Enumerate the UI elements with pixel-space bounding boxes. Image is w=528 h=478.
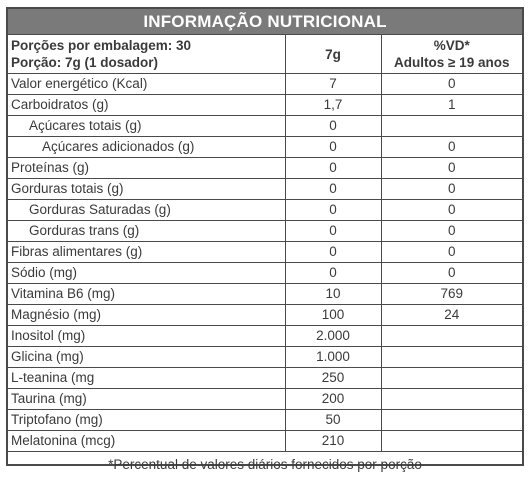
nutrient-row <box>8 158 522 179</box>
nutrient-label: Fibras alimentares (g) <box>8 242 285 263</box>
nutrient-vd: 24 <box>381 305 522 326</box>
nutrient-row <box>8 410 522 431</box>
nutrient-label: Gorduras trans (g) <box>8 221 285 242</box>
nutrient-amount: 0 <box>285 263 381 284</box>
nutrient-amount: 0 <box>285 200 381 221</box>
nutrient-row <box>8 95 522 116</box>
nutrient-row <box>8 242 522 263</box>
nutrient-label: Proteínas (g) <box>8 158 285 179</box>
nutrient-row <box>8 137 522 158</box>
nutrient-vd <box>381 431 522 452</box>
nutrient-label: Gorduras Saturadas (g) <box>8 200 285 221</box>
nutrient-label: Triptofano (mg) <box>8 410 285 431</box>
nutrient-vd: 0 <box>381 158 522 179</box>
vd-header-label: %VD* <box>433 38 470 53</box>
nutrient-vd <box>381 116 522 137</box>
nutrient-vd <box>381 368 522 389</box>
nutrient-vd <box>381 347 522 368</box>
nutrient-amount: 10 <box>285 284 381 305</box>
nutrient-row <box>8 368 522 389</box>
vd-column-header <box>381 35 522 74</box>
nutrient-amount: 2.000 <box>285 326 381 347</box>
nutrient-vd: 0 <box>381 179 522 200</box>
nutrient-label: Sódio (mg) <box>8 263 285 284</box>
nutrient-vd: 0 <box>381 137 522 158</box>
nutrient-amount: 0 <box>285 179 381 200</box>
nutrient-row <box>8 116 522 137</box>
nutrient-amount: 0 <box>285 221 381 242</box>
nutrient-row <box>8 305 522 326</box>
table-header-row <box>8 35 522 74</box>
nutrient-vd: 0 <box>381 221 522 242</box>
nutrient-label: Valor energético (Kcal) <box>8 74 285 95</box>
portion-size: Porção: 7g (1 dosador) <box>11 55 159 70</box>
nutrient-vd: 1 <box>381 95 522 116</box>
nutrient-vd: 769 <box>381 284 522 305</box>
nutrient-amount: 0 <box>285 137 381 158</box>
nutrient-vd: 0 <box>381 74 522 95</box>
nutrient-row <box>8 326 522 347</box>
nutrient-label: Açúcares adicionados (g) <box>8 137 285 158</box>
nutrient-vd: 0 <box>381 263 522 284</box>
nutrition-title: INFORMAÇÃO NUTRICIONAL <box>8 9 522 35</box>
nutrient-label: Inositol (mg) <box>8 326 285 347</box>
nutrition-facts-panel <box>6 7 524 472</box>
nutrient-row <box>8 284 522 305</box>
nutrient-amount: 210 <box>285 431 381 452</box>
nutrient-label: Carboidratos (g) <box>8 95 285 116</box>
footnote: *Percentual de valores diários fornecidos por porção <box>108 457 422 472</box>
nutrient-amount: 50 <box>285 410 381 431</box>
nutrient-row <box>8 200 522 221</box>
nutrient-vd <box>381 326 522 347</box>
nutrient-label: Magnésio (mg) <box>8 305 285 326</box>
nutrition-table <box>8 35 522 452</box>
nutrient-amount: 250 <box>285 368 381 389</box>
nutrient-amount: 100 <box>285 305 381 326</box>
nutrient-vd <box>381 410 522 431</box>
nutrient-label: L-teanina (mg <box>8 368 285 389</box>
nutrient-amount: 7 <box>285 74 381 95</box>
nutrient-row <box>8 179 522 200</box>
amount-column-header: 7g <box>285 35 381 74</box>
nutrient-amount: 200 <box>285 389 381 410</box>
nutrient-row <box>8 389 522 410</box>
nutrient-amount: 1.000 <box>285 347 381 368</box>
nutrient-row <box>8 221 522 242</box>
nutrient-row <box>8 431 522 452</box>
nutrient-label: Glicina (mg) <box>8 347 285 368</box>
nutrient-vd <box>381 389 522 410</box>
nutrient-label: Gorduras totais (g) <box>8 179 285 200</box>
nutrient-vd: 0 <box>381 200 522 221</box>
nutrient-amount: 0 <box>285 116 381 137</box>
nutrient-label: Taurina (mg) <box>8 389 285 410</box>
nutrient-amount: 1,7 <box>285 95 381 116</box>
nutrient-label: Açúcares totais (g) <box>8 116 285 137</box>
vd-header-audience: Adultos ≥ 19 anos <box>394 55 510 70</box>
nutrient-row <box>8 74 522 95</box>
nutrient-amount: 0 <box>285 242 381 263</box>
nutrient-row <box>8 263 522 284</box>
servings-per-package: Porções por embalagem: 30 <box>11 38 192 53</box>
nutrient-label: Melatonina (mcg) <box>8 431 285 452</box>
nutrient-vd: 0 <box>381 242 522 263</box>
nutrient-amount: 0 <box>285 158 381 179</box>
nutrient-row <box>8 347 522 368</box>
serving-info-cell <box>8 35 285 74</box>
nutrient-label: Vitamina B6 (mg) <box>8 284 285 305</box>
